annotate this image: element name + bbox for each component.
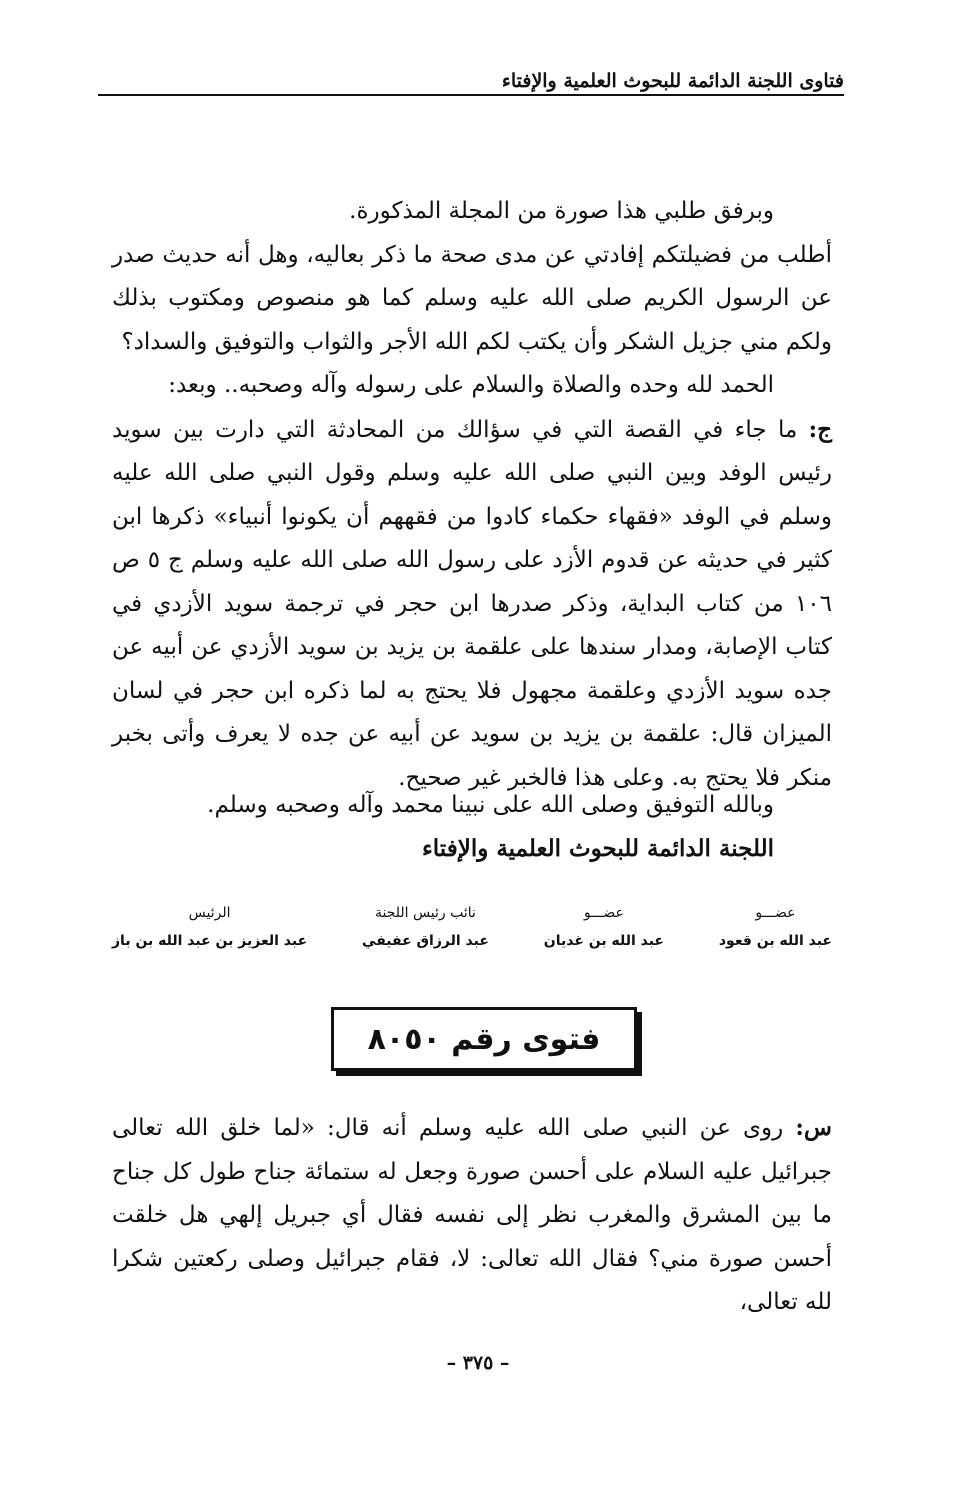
fatwa-number-label: فتوى رقم ٨٠٥٠ — [367, 1021, 601, 1057]
signature-block — [719, 905, 832, 965]
signature-block — [112, 905, 307, 965]
answer-paragraph — [112, 408, 832, 801]
closing-thanks: وبالله التوفيق وصلى الله على نبينا محمد وآله وصحبه وسلم. — [207, 792, 774, 818]
next-question-block — [112, 1106, 832, 1325]
signature-name: عبد الرزاق عفيفي — [362, 933, 489, 949]
signature-name: عبد الله بن غديان — [543, 933, 664, 949]
signature-role: نائب رئيس اللجنة — [374, 905, 476, 921]
question-and-answer-block — [112, 190, 832, 800]
next-question-paragraph — [112, 1106, 832, 1325]
committee-name: اللجنة الدائمة للبحوث العلمية والإفتاء — [421, 835, 774, 862]
question-lead: س: — [795, 1114, 832, 1141]
signature-role: عضـــو — [755, 905, 796, 921]
next-question-text: روى عن النبي صلى الله عليه وسلم أنه قال: «لما خلق الله تعالى جبرائيل عليه السلام على أحسن صورة وجعل له ستمائة جناح طول كل جناح ما بين المشرق والمغرب نظر إلى نفسه فقال أي جبريل إلهي هل خلقت أحسن صورة مني؟ فقال الله تعالى: لا، فقام جبرائيل وصلى ركعتين شكرا لله تعالى، — [112, 1115, 832, 1315]
signature-name: عبد العزيز بن عبد الله بن باز — [112, 933, 308, 949]
page-number: – ٣٧٥ – — [446, 1352, 510, 1374]
question-paragraph-1: وبرفق طلبي هذا صورة من المجلة المذكورة. — [349, 198, 774, 224]
signature-block — [544, 905, 664, 965]
closing-block — [112, 784, 832, 870]
running-header — [98, 70, 844, 100]
answer-lead: ج: — [808, 415, 832, 443]
signature-block — [362, 905, 489, 965]
header-title: فتاوى اللجنة الدائمة للبحوث العلمية والإفتاء — [498, 70, 844, 92]
signature-role: عضـــو — [583, 905, 624, 921]
answer-text: ما جاء في القصة التي في سؤالك من المحادثة التي دارت بين سويد رئيس الوفد وبين النبي صلى الله عليه وسلم وقول النبي صلى الله عليه وسلم في الوفد «فقهاء حكماء كادوا من فقههم أن يكونوا أنبياء» ذكرها ابن كثير في حديثه عن قدوم الأزد على رسول الله صلى الله عليه وسلم ج ٥ ص ١٠٦ من كتاب البداية، وذكر صدرها ابن حجر في ترجمة سويد الأزدي في كتاب الإصابة، ومدار سندها على علقمة بن يزيد بن سويد الأزدي عن أبيه عن جده سويد الأزدي وعلقمة مجهول فلا يحتج به لما ذكره ابن حجر في لسان الميزان قال: علقمة بن يزيد بن سويد عن أبيه عن جده لا يعرف وأتى بخبر منكر فلا يحتج به. وعلى هذا فالخبر غير صحيح. — [112, 416, 832, 791]
header-rule — [98, 94, 844, 96]
question-paragraph-2: أطلب من فضيلتكم إفادتي عن مدى صحة ما ذكر بعاليه، وهل أنه حديث صدر عن الرسول الكريم صلى الله عليه وسلم كما هو منصوص ومكتوب بذلك ولكم مني جزيل الشكر وأن يكتب لكم الله الأجر والثواب والتوفيق والسداد؟ — [112, 241, 832, 355]
answer-opening: الحمد لله وحده والصلاة والسلام على رسوله وآله وصحبه.. وبعد: — [168, 372, 774, 398]
signature-name: عبد الله بن قعود — [718, 933, 832, 949]
fatwa-number-box — [331, 1007, 637, 1071]
signature-role: الرئيس — [188, 905, 231, 921]
signatures-row — [112, 905, 832, 965]
